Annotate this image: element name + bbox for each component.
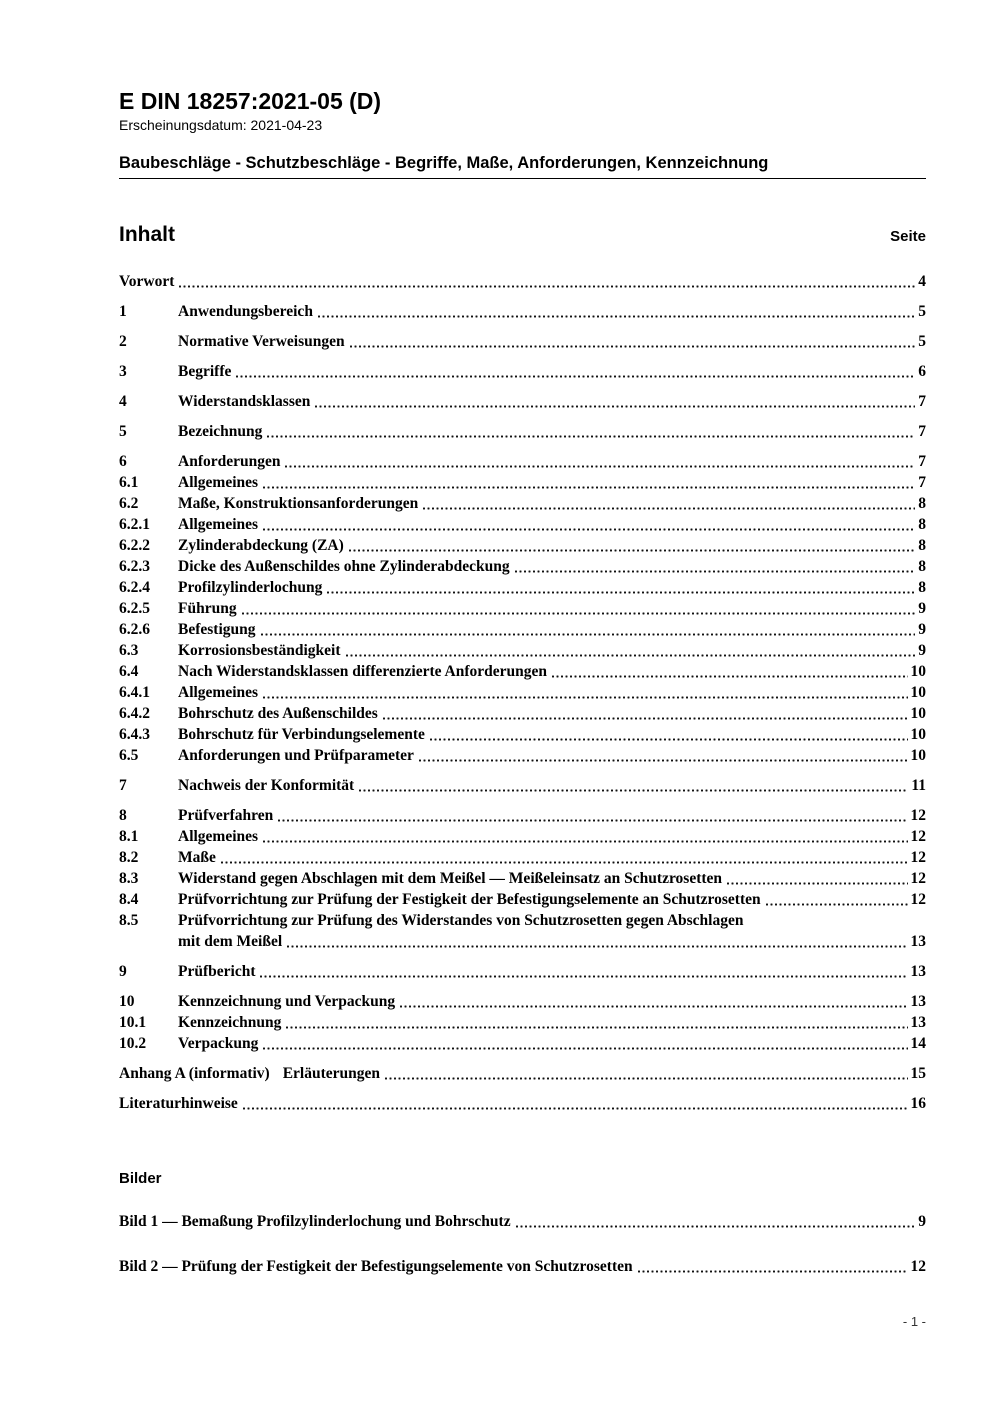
toc-entry-number: 6.4.1 [119, 684, 150, 702]
dotted-leader [267, 435, 915, 438]
toc-entry [119, 724, 926, 745]
toc-entry-title: Begriffe [178, 363, 232, 381]
toc-heading: Inhalt [119, 223, 175, 247]
toc-entry-page: 8 [918, 495, 926, 513]
toc-entry-page: 12 [910, 828, 926, 846]
toc-entry [119, 331, 926, 352]
toc-entry-page: 13 [910, 1014, 926, 1032]
toc-entry [119, 826, 926, 847]
toc-entry-number: 10 [119, 993, 135, 1011]
toc-entry [119, 931, 926, 952]
dotted-leader [243, 1107, 908, 1110]
toc-entry-title: Kennzeichnung und Verpackung [178, 993, 396, 1011]
toc-entry-page: 8 [918, 537, 926, 555]
toc-entry-page: 13 [910, 933, 926, 951]
dotted-leader [516, 1225, 916, 1228]
toc-entry-page: 10 [910, 705, 926, 723]
dotted-leader [552, 675, 908, 678]
dotted-leader [318, 315, 915, 318]
toc-entry-page: 4 [918, 273, 926, 291]
toc-entry-title: Dicke des Außenschildes ohne Zylinderabdeckung [178, 558, 510, 576]
toc-entry [119, 805, 926, 826]
toc-entry-page: 12 [910, 891, 926, 909]
dotted-leader [383, 717, 908, 720]
toc-entry-page: 11 [911, 777, 926, 795]
toc-entry-title: Literaturhinweise [119, 1095, 238, 1113]
toc-entry-title: Prüfbericht [178, 963, 256, 981]
dotted-leader [327, 591, 915, 594]
dotted-leader [260, 975, 907, 978]
toc-entry-number: 4 [119, 393, 127, 411]
dotted-leader [287, 945, 907, 948]
toc-entry-page: 13 [910, 963, 926, 981]
dotted-leader [315, 405, 915, 408]
dotted-leader [385, 1077, 907, 1080]
toc-entry-page: 5 [918, 303, 926, 321]
dotted-leader [236, 375, 915, 378]
toc-entry [119, 472, 926, 493]
toc-entry-title: Führung [178, 600, 237, 618]
toc-entry-title: Allgemeines [178, 474, 259, 492]
dotted-leader [278, 819, 907, 822]
toc-entry-title: Prüfverfahren [178, 807, 274, 825]
publication-date: Erscheinungsdatum: 2021-04-23 [119, 117, 323, 134]
dotted-leader [261, 633, 916, 636]
toc-entry-title: Widerstandsklassen [178, 393, 311, 411]
toc-entry [119, 745, 926, 766]
toc-entry-page: 7 [918, 453, 926, 471]
document-header [119, 88, 926, 179]
toc-entry-title: Anwendungsbereich [178, 303, 313, 321]
toc-entry [119, 556, 926, 577]
toc-entry-number: 8.2 [119, 849, 139, 867]
dotted-leader [766, 903, 908, 906]
toc-entry-page: 13 [910, 993, 926, 1011]
toc-entry-title: Allgemeines [178, 684, 259, 702]
toc-entry-title: mit dem Meißel [178, 933, 283, 951]
toc-entry-number: 6.2.5 [119, 600, 150, 618]
dotted-leader [286, 1026, 907, 1029]
toc-entry-title: Allgemeines [178, 828, 259, 846]
toc-entry-number: 6.4.3 [119, 726, 150, 744]
toc-entry-number: 6.1 [119, 474, 139, 492]
toc-entry [119, 1063, 926, 1084]
toc-entry-number: 6.2.1 [119, 516, 150, 534]
dotted-leader [349, 549, 915, 552]
dotted-leader [350, 345, 916, 348]
toc-entry-title: Anforderungen und Prüfparameter [178, 747, 414, 765]
toc-entry [119, 889, 926, 910]
toc-entry-page: 12 [910, 849, 926, 867]
toc-entry-title: Maße [178, 849, 216, 867]
toc-entry [119, 703, 926, 724]
toc-entry-title: Allgemeines [178, 516, 259, 534]
toc-entry [119, 1033, 926, 1054]
toc-entry-page: 7 [918, 393, 926, 411]
toc-entry-title: Maße, Konstruktionsanforderungen [178, 495, 419, 513]
toc-entry-number: 6.2.6 [119, 621, 150, 639]
toc-entry-page: 9 [918, 621, 926, 639]
toc-entry-title: Verpackung [178, 1035, 259, 1053]
toc-entry-title: Bohrschutz für Verbindungselemente [178, 726, 425, 744]
toc-entry [119, 640, 926, 661]
toc-entry-page: 9 [918, 642, 926, 660]
toc-entry [119, 775, 926, 796]
toc-entry-number: 6.3 [119, 642, 139, 660]
toc-entry [119, 451, 926, 472]
toc-entry-page: 15 [910, 1065, 926, 1083]
toc-entry [119, 361, 926, 382]
toc-entry [119, 961, 926, 982]
dotted-leader [638, 1270, 908, 1273]
toc-entry [119, 1093, 926, 1114]
toc-entry [119, 991, 926, 1012]
toc-entry-title: Nach Widerstandsklassen differenzierte Anforderungen [178, 663, 547, 681]
figure-entry-title: Bild 1 — Bemaßung Profilzylinderlochung und Bohrschutz [119, 1213, 511, 1231]
toc-entry-number: 6.4.2 [119, 705, 150, 723]
dotted-leader [263, 840, 907, 843]
toc-entry [119, 661, 926, 682]
toc-entry [119, 535, 926, 556]
toc-entry-number: 6.5 [119, 747, 139, 765]
toc-entry [119, 910, 926, 931]
dotted-leader [423, 507, 915, 510]
toc-entry-page: 16 [910, 1095, 926, 1113]
toc-entry-number: 6.2.3 [119, 558, 150, 576]
document-title: E DIN 18257:2021-05 (D) [119, 88, 382, 114]
toc-entry-page: 10 [910, 684, 926, 702]
dotted-leader [430, 738, 908, 741]
figure-entry [119, 1256, 926, 1277]
toc-entry-title: Prüfvorrichtung zur Prüfung der Festigkeit der Befestigungselemente an Schutzrosetten [178, 891, 761, 909]
toc-entry [119, 1012, 926, 1033]
dotted-leader [419, 759, 908, 762]
toc-entry-number: 6.4 [119, 663, 139, 681]
toc-entry-number: 6 [119, 453, 127, 471]
toc-entry-title: Anforderungen [178, 453, 281, 471]
toc-entry-page: 14 [910, 1035, 926, 1053]
dotted-leader [263, 1047, 907, 1050]
toc-entry [119, 598, 926, 619]
figure-entry-page: 9 [918, 1213, 926, 1231]
toc-entry [119, 847, 926, 868]
toc-header [119, 223, 926, 247]
toc-entry [119, 301, 926, 322]
figures-section [119, 1170, 926, 1277]
toc-entry [119, 493, 926, 514]
toc-entry-title: Widerstand gegen Abschlagen mit dem Meißel — Meißeleinsatz an Schutzrosetten [178, 870, 723, 888]
toc-entry-title: Korrosionsbeständigkeit [178, 642, 341, 660]
toc-entry-number: 1 [119, 303, 127, 321]
dotted-leader [285, 465, 915, 468]
dotted-leader [400, 1005, 907, 1008]
toc-entry-title: Befestigung [178, 621, 256, 639]
dotted-leader [346, 654, 916, 657]
toc-entry-page: 8 [918, 558, 926, 576]
toc-entry-number: 8.4 [119, 891, 139, 909]
figure-entry [119, 1211, 926, 1232]
toc-entry [119, 271, 926, 292]
toc-entry-number: 5 [119, 423, 127, 441]
toc-entry-page: 7 [918, 423, 926, 441]
toc-entry [119, 391, 926, 412]
document-subtitle: Baubeschläge - Schutzbeschläge - Begriffe, Maße, Anforderungen, Kennzeichnung [119, 154, 926, 179]
figure-entry-page: 12 [910, 1258, 926, 1276]
toc-entry-title: Bezeichnung [178, 423, 263, 441]
toc-entry-title: Profilzylinderlochung [178, 579, 323, 597]
dotted-leader [727, 882, 907, 885]
dotted-leader [242, 612, 916, 615]
toc-entry-title: Vorwort [119, 273, 175, 291]
figures-heading: Bilder [119, 1170, 162, 1188]
toc-page-column-label: Seite [890, 228, 926, 246]
toc-entry-title: Prüfvorrichtung zur Prüfung des Widerstandes von Schutzrosetten gegen Abschlagen [178, 912, 744, 930]
toc-entry-number: 10.2 [119, 1035, 147, 1053]
toc-entry-title: Kennzeichnung [178, 1014, 282, 1032]
toc-entry-page: 8 [918, 579, 926, 597]
toc-entry-number: 6.2.2 [119, 537, 150, 555]
toc-list [119, 271, 926, 1114]
dotted-leader [515, 570, 916, 573]
toc-entry-number: 8 [119, 807, 127, 825]
toc-entry-title: Bohrschutz des Außenschildes [178, 705, 378, 723]
toc-entry-page: 10 [910, 747, 926, 765]
toc-entry-number: 6.2.4 [119, 579, 150, 597]
toc-entry-number: 9 [119, 963, 127, 981]
toc-entry-number: 6.2 [119, 495, 139, 513]
toc-entry-page: 7 [918, 474, 926, 492]
toc-entry-title: Nachweis der Konformität [178, 777, 355, 795]
dotted-leader [221, 861, 908, 864]
dotted-leader [359, 789, 908, 792]
toc-entry [119, 619, 926, 640]
toc-entry-page: 9 [918, 600, 926, 618]
page-number-footer: - 1 - [902, 1314, 926, 1329]
toc-entry-page: 12 [910, 870, 926, 888]
dotted-leader [179, 285, 915, 288]
toc-entry-title: Zylinderabdeckung (ZA) [178, 537, 344, 555]
toc-entry-number: Anhang A (informativ) [119, 1065, 270, 1083]
toc-entry [119, 682, 926, 703]
toc-entry [119, 421, 926, 442]
toc-entry-number: 8.5 [119, 912, 139, 930]
toc-entry-number: 8.3 [119, 870, 139, 888]
toc-entry [119, 577, 926, 598]
dotted-leader [263, 528, 915, 531]
toc-entry-number: 7 [119, 777, 127, 795]
toc-entry-number: 10.1 [119, 1014, 147, 1032]
toc-entry-page: 5 [918, 333, 926, 351]
toc-entry-page: 10 [910, 726, 926, 744]
toc-entry-page: 10 [910, 663, 926, 681]
toc-entry [119, 868, 926, 889]
figures-list [119, 1211, 926, 1277]
toc-entry-number: 8.1 [119, 828, 139, 846]
toc-entry-title: Normative Verweisungen [178, 333, 345, 351]
toc-entry-number: 2 [119, 333, 127, 351]
toc-entry-title: Erläuterungen [282, 1065, 381, 1083]
toc-entry-page: 6 [918, 363, 926, 381]
dotted-leader [263, 696, 907, 699]
toc-entry-number: 3 [119, 363, 127, 381]
toc-entry-page: 8 [918, 516, 926, 534]
dotted-leader [263, 486, 915, 489]
figure-entry-title: Bild 2 — Prüfung der Festigkeit der Befestigungselemente von Schutzrosetten [119, 1258, 633, 1276]
toc-entry-page: 12 [910, 807, 926, 825]
toc-entry [119, 514, 926, 535]
